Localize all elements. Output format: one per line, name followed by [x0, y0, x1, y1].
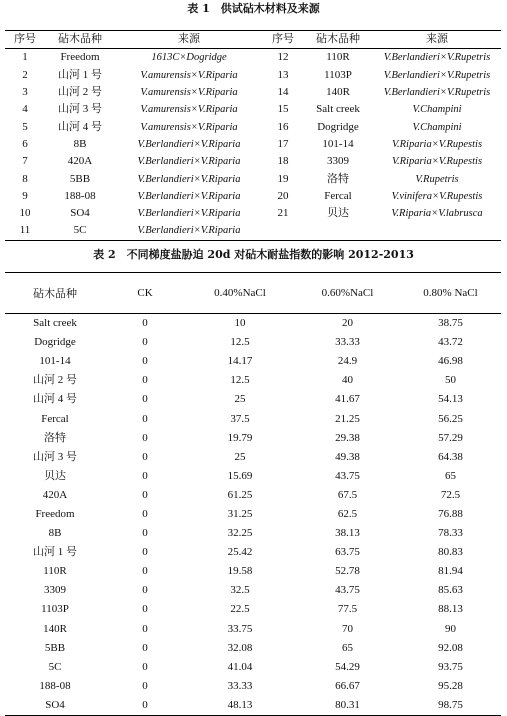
cell-nacl-080: 80.83 — [438, 546, 463, 559]
table-row — [5, 170, 501, 187]
table-row — [5, 118, 501, 135]
cell-source: V.amurensis×V.Riparia — [140, 104, 238, 116]
col-header-ck: CK — [105, 273, 185, 314]
cell-rootstock: Dogridge — [34, 336, 76, 349]
cell-nacl-060: 21.25 — [335, 412, 360, 425]
cell-rootstock: 420A — [67, 155, 93, 168]
col-header-rootstock: 砧木品种 — [5, 273, 105, 314]
table-row — [5, 429, 501, 448]
cell-nacl-040: 25.42 — [227, 546, 253, 559]
cell-rootstock: SO4 — [45, 698, 65, 711]
cell-rootstock: Fercal — [41, 412, 69, 425]
salt-tolerance-table — [5, 272, 501, 716]
table-row — [5, 639, 501, 658]
cell-rootstock: 山河 4 号 — [33, 393, 77, 406]
cell-index: 13 — [277, 68, 289, 81]
cell-ck: 0 — [142, 527, 148, 540]
cell-rootstock: 山河 1 号 — [33, 546, 77, 559]
table-row — [5, 505, 501, 524]
cell-source: V.Berlandieri×V.Riparia — [137, 156, 241, 168]
cell-nacl-080: 56.25 — [438, 412, 463, 425]
cell-nacl-060: 43.75 — [335, 469, 360, 482]
rootstock-source-table — [5, 30, 501, 241]
table-row — [5, 409, 501, 428]
cell-nacl-080: 65 — [445, 469, 456, 482]
cell-rootstock: 山河 2 号 — [33, 374, 77, 387]
table-row — [5, 352, 501, 371]
cell-rootstock: Salt creek — [316, 103, 360, 116]
table-row — [5, 136, 501, 153]
cell-rootstock: Salt creek — [33, 317, 77, 330]
table-row — [5, 620, 501, 639]
cell-nacl-060: 40 — [342, 374, 353, 387]
cell-rootstock: 110R — [43, 565, 67, 578]
cell-nacl-060: 49.38 — [335, 450, 360, 463]
cell-nacl-040: 25 — [234, 450, 246, 463]
cell-ck: 0 — [142, 507, 148, 520]
cell-rootstock: 1103P — [324, 68, 352, 81]
cell-nacl-040: 33.75 — [227, 622, 253, 635]
cell-ck: 0 — [142, 622, 148, 635]
cell-nacl-060: 20 — [342, 317, 353, 330]
table1-caption: 表 1 供试砧木材料及来源 — [187, 2, 320, 15]
col-header-nacl-040: 0.40%NaCl — [185, 273, 295, 314]
table-row — [5, 696, 501, 716]
table-row — [5, 371, 501, 390]
cell-nacl-080: 38.75 — [438, 317, 463, 330]
cell-ck: 0 — [142, 431, 148, 444]
cell-index — [263, 222, 303, 240]
col-header-nacl-060: 0.60%NaCl — [295, 273, 400, 314]
cell-rootstock: 洛特 — [327, 172, 349, 185]
cell-rootstock: 188-08 — [39, 679, 71, 692]
cell-rootstock: 贝达 — [44, 469, 66, 482]
cell-rootstock: 101-14 — [322, 137, 354, 150]
cell-ck: 0 — [142, 641, 148, 654]
cell-index: 19 — [277, 172, 289, 185]
cell-source: V.Rupetris — [415, 173, 459, 185]
cell-nacl-040: 12.5 — [230, 374, 250, 387]
table-row — [5, 390, 501, 409]
cell-rootstock: 3309 — [327, 155, 349, 168]
cell-nacl-060: 62.5 — [337, 507, 358, 520]
cell-rootstock: 5BB — [69, 172, 91, 185]
table-row — [5, 448, 501, 467]
cell-rootstock: 101-14 — [39, 355, 71, 368]
cell-index: 21 — [277, 207, 289, 220]
table-row — [5, 222, 501, 240]
cell-nacl-080: 72.5 — [440, 488, 461, 501]
cell-index: 2 — [22, 68, 28, 81]
cell-index: 10 — [19, 207, 31, 220]
cell-nacl-040: 37.5 — [230, 412, 250, 425]
table-row — [5, 314, 501, 334]
col-header-source: 来源 — [115, 31, 263, 49]
cell-ck: 0 — [142, 565, 148, 578]
cell-nacl-060: 33.33 — [335, 336, 360, 349]
cell-nacl-080: 50 — [445, 374, 456, 387]
cell-rootstock: 420A — [42, 488, 68, 501]
cell-nacl-060: 70 — [342, 622, 353, 635]
cell-nacl-080: 88.13 — [438, 603, 463, 616]
cell-nacl-040: 10 — [234, 317, 246, 330]
cell-ck: 0 — [142, 355, 148, 368]
cell-rootstock: Dogridge — [317, 120, 359, 133]
cell-rootstock: SO4 — [70, 207, 90, 220]
cell-ck: 0 — [142, 660, 148, 673]
cell-source: V.amurensis×V.Riparia — [140, 87, 238, 99]
cell-rootstock: 5C — [48, 660, 62, 673]
cell-nacl-060: 77.5 — [337, 603, 358, 616]
table-row — [5, 467, 501, 486]
cell-index: 8 — [22, 172, 28, 185]
cell-ck: 0 — [142, 546, 148, 559]
cell-rootstock: 5C — [73, 224, 87, 237]
cell-rootstock: 洛特 — [44, 431, 66, 444]
cell-index: 6 — [22, 137, 28, 150]
cell-ck: 0 — [142, 584, 148, 597]
cell-index: 17 — [277, 137, 289, 150]
cell-rootstock: 贝达 — [327, 207, 349, 220]
cell-nacl-080: 46.98 — [438, 355, 463, 368]
cell-nacl-040: 22.5 — [230, 603, 250, 616]
cell-source — [373, 222, 501, 240]
cell-nacl-080: 98.75 — [438, 698, 463, 711]
cell-rootstock: Freedom — [35, 507, 75, 520]
table2-caption: 表 2 不同梯度盐胁迫 20d 对砧木耐盐指数的影响 2012-2013 — [93, 248, 414, 261]
cell-source: V.Champini — [412, 121, 462, 133]
col-header-index: 序号 — [263, 31, 303, 49]
cell-nacl-080: 76.88 — [438, 507, 463, 520]
cell-nacl-060: 67.5 — [337, 488, 358, 501]
col-header-index: 序号 — [5, 31, 45, 49]
cell-nacl-040: 19.79 — [227, 431, 253, 444]
cell-ck: 0 — [142, 603, 148, 616]
cell-source: V.Berlandieri×V.Rupetris — [383, 69, 491, 81]
cell-ck: 0 — [142, 317, 148, 330]
cell-nacl-040: 12.5 — [230, 336, 250, 349]
cell-source: V.Berlandieri×V.Riparia — [137, 225, 241, 237]
cell-ck: 0 — [142, 412, 148, 425]
cell-ck: 0 — [142, 374, 148, 387]
cell-source: V.Berlandieri×V.Riparia — [137, 173, 241, 185]
cell-ck: 0 — [142, 450, 148, 463]
cell-nacl-040: 32.25 — [227, 527, 253, 540]
cell-nacl-060: 66.67 — [335, 679, 360, 692]
cell-ck: 0 — [142, 488, 148, 501]
cell-source: V.Berlandieri×V.Rupetris — [383, 87, 491, 99]
cell-nacl-060: 80.31 — [335, 698, 360, 711]
cell-nacl-080: 92.08 — [438, 641, 463, 654]
cell-index: 14 — [277, 86, 289, 99]
table1-header-row — [5, 31, 501, 49]
cell-nacl-060: 38.13 — [335, 527, 360, 540]
cell-ck: 0 — [142, 469, 148, 482]
table-row — [5, 153, 501, 170]
cell-nacl-060: 52.78 — [335, 565, 360, 578]
cell-nacl-080: 78.33 — [438, 527, 463, 540]
cell-nacl-080: 90 — [445, 622, 456, 635]
cell-nacl-040: 14.17 — [227, 355, 253, 368]
table-row — [5, 67, 501, 84]
cell-rootstock: 1103P — [41, 603, 69, 616]
cell-source: V.amurensis×V.Riparia — [140, 69, 238, 81]
cell-nacl-060: 65 — [342, 641, 353, 654]
table-row — [5, 600, 501, 619]
table-row — [5, 188, 501, 205]
cell-rootstock: 山河 3 号 — [58, 103, 102, 116]
cell-rootstock — [303, 222, 373, 240]
cell-nacl-040: 41.04 — [227, 660, 253, 673]
cell-nacl-060: 43.75 — [335, 584, 360, 597]
cell-nacl-080: 95.28 — [438, 679, 463, 692]
cell-index: 4 — [22, 103, 28, 116]
cell-rootstock: 8B — [48, 527, 62, 540]
col-header-nacl-080: 0.80% NaCl — [400, 273, 501, 314]
cell-source: V.Berlandieri×V.Riparia — [137, 208, 241, 220]
cell-nacl-080: 57.29 — [438, 431, 463, 444]
cell-index: 15 — [277, 103, 289, 116]
cell-nacl-060: 54.29 — [335, 660, 360, 673]
table-row — [5, 333, 501, 352]
cell-index: 1 — [22, 51, 28, 64]
cell-rootstock: 188-08 — [64, 189, 96, 202]
table-row — [5, 84, 501, 101]
cell-source: 1613C×Dogridge — [151, 52, 227, 64]
cell-nacl-080: 64.38 — [438, 450, 463, 463]
cell-nacl-080: 43.72 — [438, 336, 463, 349]
cell-source: V.Berlandieri×V.Rupetris — [383, 52, 491, 64]
cell-nacl-060: 63.75 — [335, 546, 360, 559]
cell-nacl-040: 25 — [234, 393, 246, 406]
cell-source: V.Riparia×V.Rupestis — [391, 138, 483, 150]
cell-index: 7 — [22, 155, 28, 168]
cell-source: V.Riparia×V.Rupestis — [391, 156, 483, 168]
cell-source: V.amurensis×V.Riparia — [140, 121, 238, 133]
cell-rootstock: Freedom — [60, 51, 100, 64]
cell-nacl-040: 61.25 — [227, 488, 253, 501]
cell-source: V.Berlandieri×V.Riparia — [137, 190, 241, 202]
cell-index: 11 — [19, 224, 31, 237]
table-row — [5, 658, 501, 677]
cell-rootstock: 140R — [43, 622, 67, 635]
cell-rootstock: 3309 — [44, 584, 66, 597]
col-header-rootstock: 砧木品种 — [45, 31, 115, 49]
cell-rootstock: 山河 1 号 — [58, 68, 102, 81]
cell-rootstock: 5BB — [44, 641, 66, 654]
cell-nacl-080: 54.13 — [438, 393, 463, 406]
cell-nacl-040: 32.5 — [230, 584, 250, 597]
cell-source: V.Riparia×V.labrusca — [391, 208, 483, 220]
cell-nacl-040: 19.58 — [227, 565, 253, 578]
cell-ck: 0 — [142, 679, 148, 692]
cell-nacl-080: 85.63 — [438, 584, 463, 597]
cell-nacl-040: 15.69 — [227, 469, 253, 482]
cell-rootstock: 山河 2 号 — [58, 86, 102, 99]
table-row — [5, 677, 501, 696]
cell-index: 3 — [22, 86, 28, 99]
cell-rootstock: 110R — [326, 51, 350, 64]
cell-index: 20 — [277, 189, 289, 202]
cell-rootstock: 8B — [73, 137, 87, 150]
cell-index: 18 — [277, 155, 289, 168]
cell-nacl-040: 32.08 — [227, 641, 253, 654]
cell-source: V.Berlandieri×V.Riparia — [137, 138, 241, 150]
cell-rootstock: 140R — [326, 86, 350, 99]
cell-index: 12 — [277, 51, 289, 64]
cell-nacl-060: 24.9 — [337, 355, 358, 368]
cell-rootstock: Fercal — [324, 189, 352, 202]
cell-nacl-060: 41.67 — [335, 393, 360, 406]
cell-nacl-040: 33.33 — [227, 679, 253, 692]
table-row — [5, 205, 501, 222]
table-row — [5, 49, 501, 67]
cell-source: V.vinifera×V.Rupestis — [391, 190, 483, 202]
cell-nacl-040: 31.25 — [227, 507, 253, 520]
cell-ck: 0 — [142, 336, 148, 349]
table-row — [5, 486, 501, 505]
cell-nacl-040: 48.13 — [227, 698, 253, 711]
cell-ck: 0 — [142, 393, 148, 406]
cell-index: 5 — [22, 120, 28, 133]
cell-source: V.Champini — [412, 104, 462, 116]
table-row — [5, 562, 501, 581]
table-row — [5, 101, 501, 118]
cell-ck: 0 — [142, 698, 148, 711]
table-row — [5, 581, 501, 600]
cell-nacl-080: 93.75 — [438, 660, 463, 673]
table-row — [5, 543, 501, 562]
table2-header-row — [5, 273, 501, 314]
cell-index: 16 — [277, 120, 289, 133]
col-header-source: 来源 — [373, 31, 501, 49]
cell-rootstock: 山河 3 号 — [33, 450, 77, 463]
cell-nacl-060: 29.38 — [335, 431, 360, 444]
table-row — [5, 524, 501, 543]
cell-rootstock: 山河 4 号 — [58, 120, 102, 133]
col-header-rootstock: 砧木品种 — [303, 31, 373, 49]
cell-nacl-080: 81.94 — [438, 565, 463, 578]
cell-index: 9 — [22, 189, 28, 202]
